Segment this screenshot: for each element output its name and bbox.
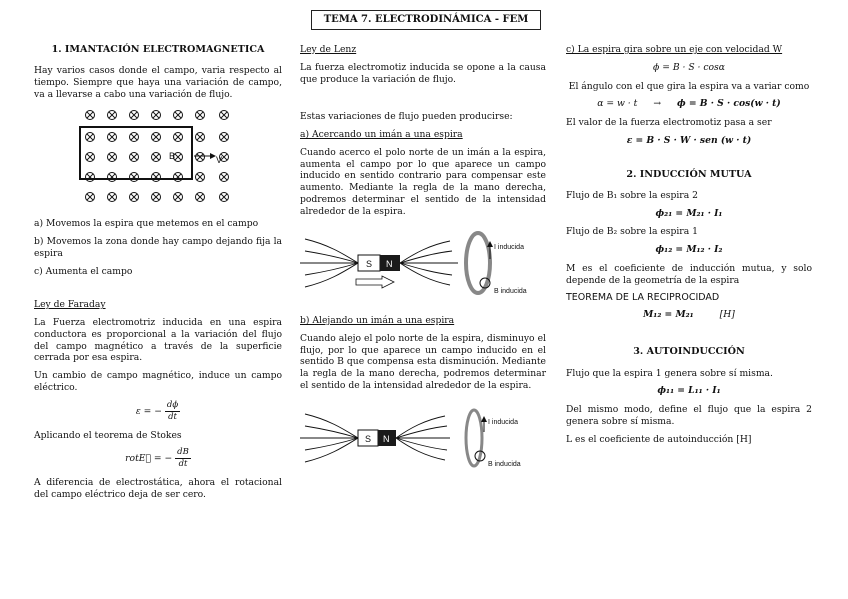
column-1 [34, 44, 282, 507]
section-heading-3: 3. AUTOINDUCCIÓN [633, 346, 745, 358]
equation-reciprocity: M₁₂ = M₂₁ [H] [643, 308, 735, 320]
column-2 [300, 44, 546, 484]
equation-alpha: α = w · t → ϕ = B · S · cos(w · t) [597, 98, 781, 110]
faraday-text-2: Un cambio de campo magnético, induce un campo eléctrico. [34, 370, 282, 393]
lenz-text: La fuerza electromotiz inducida se opone a la causa que produce la variación de flujo. [300, 61, 546, 85]
svg-text:N: N [383, 433, 390, 444]
label-B: B [169, 150, 176, 161]
faraday-text: La Fuerza electromotriz inducida en una espira conductora es proporcional a la variación del flujo del campo magnético a través de la superficie cerrada por esa espira. [34, 317, 282, 364]
case-b-text: Cuando alejo el polo norte de la espira, disminuyo el flujo, por lo que aparece un campo inducido en el sentido B que compensa esta disminución. Mediante la regla de la mano derecha, podremos determinar el sentido de la intensidad alrededor de la espira. [300, 332, 546, 392]
equation-11: ϕ₁₁ = L₁₁ · I₁ [657, 385, 721, 397]
equation-stokes: rotE⃗ = − $\frac{dB}{dt}$ [125, 447, 189, 470]
page-title: TEMA 7. ELECTRODINÁMICA - FEM [311, 10, 541, 30]
case-b-title: b) Alejando un imán a una espira [300, 315, 455, 327]
faraday-title: Ley de Faraday [34, 299, 106, 311]
loop-ring [466, 233, 490, 293]
equation-faraday: ε = − $\frac{d\phi}{dt}$ [135, 399, 179, 422]
case-a-text: Cuando acerco el polo norte de un imán a la espira, aumenta el campo por lo que aparece un campo inducido en sentido contrario para compensar este aumento. Mediante la regla de la mano derecha, podremos determinar el sentido de la intensidad alrededor de la espira. [300, 146, 546, 217]
case-b: b) Movemos la zona donde hay campo dejando fija la espira [34, 236, 282, 259]
magnetic-field-figure [34, 107, 282, 209]
angle-text: El ángulo con el que gira la espira va a variar como [568, 80, 810, 92]
m-text: M es el coeficiente de inducción mutua, y solo depende de la geometría de la espira [566, 262, 812, 286]
case-a-title: a) Acercando un imán a una espira [300, 129, 463, 141]
equation-12: ϕ₁₂ = M₁₂ · I₂ [655, 244, 723, 256]
label-V: V [216, 154, 223, 165]
equation-fem: ε = B · S · W · sen (w · t) [626, 134, 752, 146]
svg-text:B inducida: B inducida [494, 288, 527, 296]
svg-text:I inducida: I inducida [488, 418, 518, 426]
motion-arrow [356, 276, 394, 288]
intro-text: Hay varios casos donde el campo, varia respecto al tiempo. Siempre que haya una variación de campo, va a llevarse a cabo una variación de flujo. [34, 65, 282, 100]
lenz-title: Ley de Lenz [300, 44, 357, 55]
closing-text: A diferencia de electrostática, ahora el rotacional del campo eléctrico deja de ser cero. [34, 477, 282, 500]
magnet-retreat-figure [300, 398, 546, 480]
section-heading-1: 1. IMANTACIÓN ELECTROMAGNETICA [51, 44, 265, 55]
svg-text:N: N [386, 259, 393, 270]
svg-text:S: S [365, 433, 372, 444]
equation-21: ϕ₂₁ = M₂₁ · I₁ [655, 207, 723, 219]
case-c: c) Aumenta el campo [34, 265, 133, 277]
flux12-text: Flujo de B₂ sobre la espira 1 [566, 226, 698, 238]
svg-text:I inducida: I inducida [494, 244, 524, 252]
self-text: Flujo que la espira 1 genera sobre sí misma. [566, 367, 773, 379]
column-3 [566, 44, 812, 451]
svg-text:S: S [366, 259, 373, 270]
section-heading-2: 2. INDUCCIÓN MUTUA [626, 168, 752, 180]
case-c-title: c) La espira gira sobre un eje con velocidad W [566, 44, 783, 55]
svg-text:B inducida: B inducida [488, 460, 521, 468]
reciprocity-title: TEOREMA DE LA RECIPROCIDAD [566, 292, 720, 304]
l-text: L es el coeficiente de autoinducción [H] [566, 433, 752, 445]
fem-text: El valor de la fuerza electromotiz pasa a ser [566, 117, 772, 129]
equation-phi: ϕ = B · S · cosα [653, 61, 725, 73]
same-text: Del mismo modo, define el flujo que la espira 2 genera sobre sí misma. [566, 404, 812, 427]
magnet-approach-figure [300, 223, 546, 305]
flux21-text: Flujo de B₁ sobre la espira 2 [566, 189, 698, 201]
case-a: a) Movemos la espira que metemos en el campo [34, 218, 259, 230]
stokes-text: Aplicando el teorema de Stokes [34, 429, 182, 441]
variations-text: Estas variaciones de flujo pueden producirse: [300, 111, 513, 123]
